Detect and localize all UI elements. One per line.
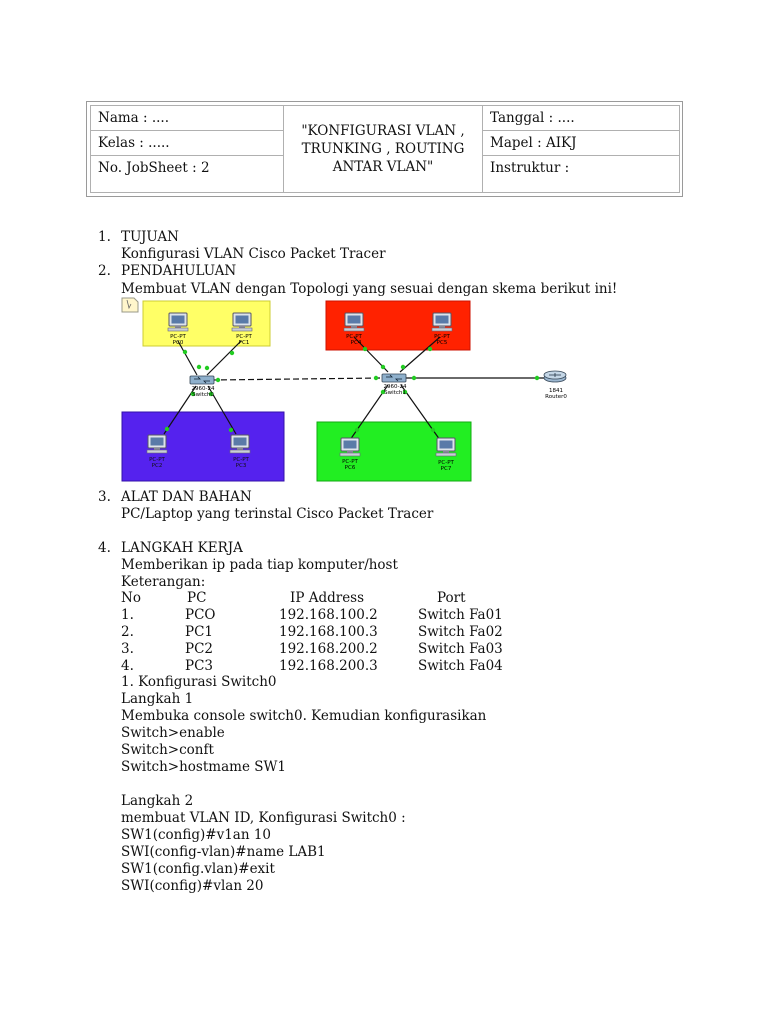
config-switch0-title: 1. Konfigurasi Switch0 xyxy=(121,674,277,690)
instruktur-field: Instruktur : xyxy=(490,160,570,176)
section-4-body: Memberikan ip pada tiap komputer/host xyxy=(121,557,398,573)
pc1-label: PC1 xyxy=(238,340,250,346)
section-3-heading: ALAT DAN BAHAN xyxy=(121,489,252,505)
table-cell: PCO xyxy=(185,607,216,623)
table-header-port: Port xyxy=(437,590,466,606)
command-line: SW1(config)#v1an 10 xyxy=(121,827,272,843)
section-3-number: 3. xyxy=(98,489,111,505)
pc1-type: PC-PT xyxy=(236,334,252,340)
pc7-type: PC-PT xyxy=(438,460,454,466)
table-header-no: No xyxy=(121,590,141,606)
command-line: SWI(config)#vlan 20 xyxy=(121,878,264,894)
pc6-label: PC6 xyxy=(344,465,356,471)
pc5-label: PC5 xyxy=(436,340,448,346)
switch0-node xyxy=(190,376,215,398)
section-2-number: 2. xyxy=(98,263,111,279)
section-3-body: PC/Laptop yang terinstal Cisco Packet Tracer xyxy=(121,506,434,522)
table-cell: Switch Fa01 xyxy=(418,607,503,623)
pc4-type: PC-PT xyxy=(346,334,362,340)
section-1-heading: TUJUAN xyxy=(121,229,179,245)
pc7-label: PC7 xyxy=(440,466,452,472)
document-title: "KONFIGURASI VLAN , TRUNKING , ROUTING ANTAR VLAN" xyxy=(301,123,465,175)
switch1-type: 2960-24 xyxy=(383,384,407,390)
pc2-type: PC-PT xyxy=(149,457,165,463)
pc3-type: PC-PT xyxy=(233,457,249,463)
kelas-field: Kelas : ..... xyxy=(98,135,170,151)
mapel-field: Mapel : AIKJ xyxy=(490,135,577,151)
switch0-label: Switch0 xyxy=(192,392,214,398)
pc5-type: PC-PT xyxy=(434,334,450,340)
command-line: SWI(config-vlan)#name LAB1 xyxy=(121,844,326,860)
step-1-description: Membuka console switch0. Kemudian konfigurasikan xyxy=(121,708,487,724)
command-line: Switch>conft xyxy=(121,742,214,758)
table-cell: 1. xyxy=(121,607,134,623)
table-cell: 192.168.100.3 xyxy=(279,624,378,640)
keterangan-label: Keterangan: xyxy=(121,574,206,590)
section-1-body: Konfigurasi VLAN Cisco Packet Tracer xyxy=(121,246,386,262)
section-4-number: 4. xyxy=(98,540,111,556)
note-icon xyxy=(122,298,138,312)
pc0-label: PC0 xyxy=(172,340,184,346)
pc6-type: PC-PT xyxy=(342,459,358,465)
step-2-label: Langkah 2 xyxy=(121,793,194,809)
table-cell: 192.168.200.2 xyxy=(279,641,378,657)
section-4-heading: LANGKAH KERJA xyxy=(121,540,243,556)
command-line: Switch>enable xyxy=(121,725,225,741)
pc4-label: PC4 xyxy=(350,340,362,346)
table-cell: 4. xyxy=(121,658,134,674)
switch1-node xyxy=(382,374,407,396)
pc0-type: PC-PT xyxy=(170,334,186,340)
command-line: Switch>hostmame SW1 xyxy=(121,759,286,775)
table-cell: Switch Fa03 xyxy=(418,641,503,657)
section-2-body: Membuat VLAN dengan Topologi yang sesuai dengan skema berikut ini! xyxy=(121,281,618,297)
nama-field: Nama : .... xyxy=(98,110,170,126)
pc3-label: PC3 xyxy=(235,463,247,469)
step-2-description: membuat VLAN ID, Konfigurasi Switch0 : xyxy=(121,810,406,826)
table-cell: Switch Fa04 xyxy=(418,658,503,674)
table-cell: PC2 xyxy=(185,641,214,657)
table-header-ip: IP Address xyxy=(290,590,365,606)
router0-node xyxy=(544,371,567,400)
table-cell: 192.168.200.3 xyxy=(279,658,378,674)
step-1-label: Langkah 1 xyxy=(121,691,194,707)
table-cell: 3. xyxy=(121,641,134,657)
table-cell: 192.168.100.2 xyxy=(279,607,378,623)
router0-type: 1841 xyxy=(549,388,563,394)
router0-label: Router0 xyxy=(545,394,567,400)
table-cell: PC3 xyxy=(185,658,214,674)
tanggal-field: Tanggal : .... xyxy=(490,110,575,126)
jobsheet-field: No. JobSheet : 2 xyxy=(98,160,210,176)
table-cell: PC1 xyxy=(185,624,214,640)
table-cell: Switch Fa02 xyxy=(418,624,503,640)
table-header-pc: PC xyxy=(187,590,207,606)
section-1-number: 1. xyxy=(98,229,111,245)
table-cell: 2. xyxy=(121,624,134,640)
switch0-type: 2960-24 xyxy=(191,386,215,392)
switch1-label: Switch1 xyxy=(384,390,406,396)
section-2-heading: PENDAHULUAN xyxy=(121,263,237,279)
command-line: SW1(config.vlan)#exit xyxy=(121,861,275,877)
vlan-zone-blue xyxy=(122,412,284,481)
pc2-label: PC2 xyxy=(151,463,163,469)
